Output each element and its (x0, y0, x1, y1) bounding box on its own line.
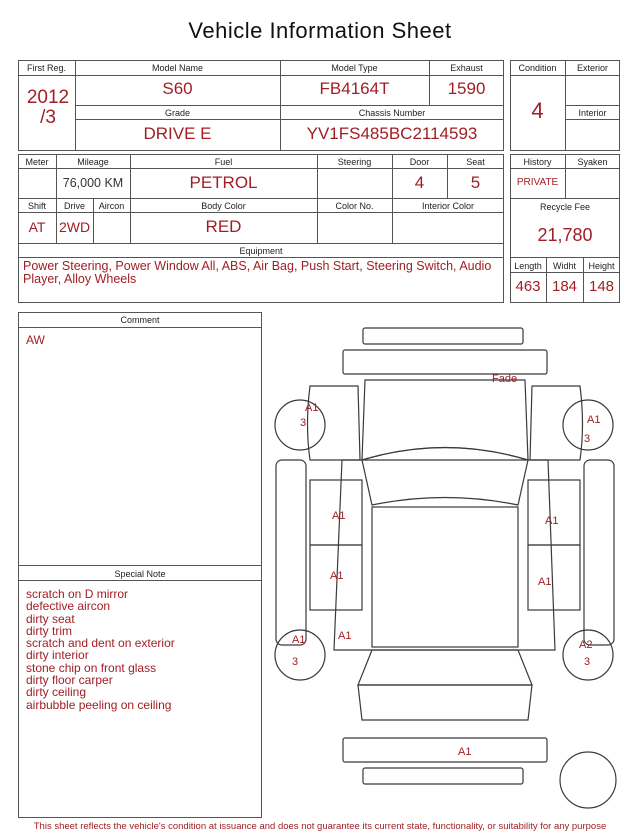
chassis-value: YV1FS485BC2114593 (306, 124, 478, 143)
diagram-mark: A1 (332, 510, 346, 522)
chassis-label: Chassis Number (358, 108, 426, 118)
windshield (362, 448, 528, 506)
fuel-label: Fuel (214, 157, 233, 167)
diagram-mark: A1 (538, 576, 552, 588)
grade-value: DRIVE E (143, 124, 212, 143)
diagram-mark: 3 (292, 656, 299, 668)
rear-right-wheel (563, 630, 613, 680)
aircon-label: Aircon (98, 201, 125, 211)
history-value: PRIVATE (516, 177, 559, 188)
body-color-value: RED (205, 217, 242, 236)
rear-bumper (343, 738, 547, 762)
list-item: dirty ceiling (26, 685, 87, 700)
footer-disclaimer: This sheet reflects the vehicle's condition at issuance and does not guarantee its current state, functionality, or suitability for any purpose (33, 821, 607, 832)
diagram-mark: A1 (330, 570, 344, 582)
height-value: 148 (588, 278, 615, 295)
trunk (358, 685, 532, 720)
drive-value: 2WD (58, 219, 91, 235)
list-item: scratch on D mirror (26, 587, 129, 601)
special-note-list (26, 588, 175, 711)
rear-window (358, 650, 532, 685)
front-bumper (343, 350, 547, 374)
diagram-mark: 3 (584, 656, 591, 668)
fuel-value: PETROL (189, 173, 258, 192)
grade-label: Grade (164, 108, 190, 118)
rear-bumper-bottom (363, 768, 523, 784)
roof (372, 507, 518, 647)
right-rear-door (528, 545, 580, 610)
left-side (276, 460, 306, 645)
length-label: Length (514, 261, 542, 271)
right-side (584, 460, 614, 645)
page-title: Vehicle Information Sheet (188, 18, 452, 43)
steering-label: Steering (337, 157, 372, 167)
interior-label: Interior (578, 108, 607, 118)
mileage-value: 76,000 KM (62, 176, 124, 190)
recycle-label: Recycle Fee (539, 202, 591, 212)
comment-text: AW (26, 333, 45, 347)
door-value: 4 (414, 173, 425, 192)
car-damage-diagram (270, 320, 620, 820)
shift-value: AT (28, 219, 46, 235)
diagram-mark: A1 (305, 402, 319, 414)
diagram-mark: A1 (587, 414, 601, 426)
diagram-mark: A1 (292, 634, 306, 646)
list-item: airbubble peeling on ceiling (26, 697, 172, 712)
exhaust-label: Exhaust (450, 63, 483, 73)
list-item: stone chip on front glass (26, 660, 157, 675)
condition-label: Condition (518, 63, 557, 73)
seat-label: Seat (466, 157, 485, 167)
diagram-mark: A1 (545, 515, 559, 527)
length-value: 463 (515, 278, 541, 295)
model-type-label: Model Type (331, 63, 378, 73)
meter-label: Meter (25, 157, 49, 167)
list-item: dirty trim (26, 623, 72, 638)
list-item: dirty interior (26, 648, 89, 663)
model-name-value: S60 (162, 79, 193, 98)
right-front-door (528, 480, 580, 545)
condition-value: 4 (531, 98, 544, 123)
seat-value: 5 (470, 173, 481, 192)
syaken-label: Syaken (577, 157, 608, 167)
door-label: Door (409, 157, 430, 167)
recycle-value: 21,780 (537, 225, 593, 245)
diagram-mark: 3 (584, 433, 591, 445)
diagram-mark: Fade (492, 373, 518, 385)
list-item: scratch and dent on exterior (26, 636, 175, 651)
exhaust-value: 1590 (447, 79, 486, 98)
diagram-mark: 3 (300, 417, 307, 429)
color-no-label: Color No. (335, 201, 374, 211)
body-color-label: Body Color (201, 201, 246, 211)
equipment-value: Power Steering, Power Window All, ABS, Air Bag, Push Start, Steering Switch, Audio Player, Alloy Wheels (23, 259, 492, 286)
equipment-label: Equipment (239, 246, 283, 256)
first-reg-value: 2012 /3 (26, 87, 70, 128)
list-item: defective aircon (26, 599, 111, 614)
width-label: Widht (552, 261, 576, 271)
list-item: dirty floor carper (26, 673, 113, 688)
width-value: 184 (551, 278, 578, 295)
front-bumper-top (363, 328, 523, 344)
drive-label: Drive (63, 201, 85, 211)
right-front-fender (530, 386, 583, 460)
special-note-label: Special Note (114, 569, 166, 579)
model-type-value: FB4164T (319, 79, 390, 98)
diagram-mark: A2 (579, 639, 593, 651)
left-front-fender (308, 386, 361, 460)
comment-label: Comment (120, 315, 160, 325)
diagram-mark: A1 (458, 746, 472, 758)
list-item: dirty seat (26, 611, 75, 626)
spare-wheel (560, 752, 616, 808)
interior-color-label: Interior Color (421, 201, 475, 211)
model-name-label: Model Name (151, 63, 204, 73)
history-label: History (523, 157, 552, 167)
height-label: Height (588, 261, 615, 271)
diagram-mark: A1 (338, 630, 352, 642)
mileage-label: Mileage (77, 157, 109, 167)
shift-label: Shift (27, 201, 46, 211)
first-reg-label: First Reg. (26, 63, 66, 73)
exterior-label: Exterior (576, 63, 608, 73)
